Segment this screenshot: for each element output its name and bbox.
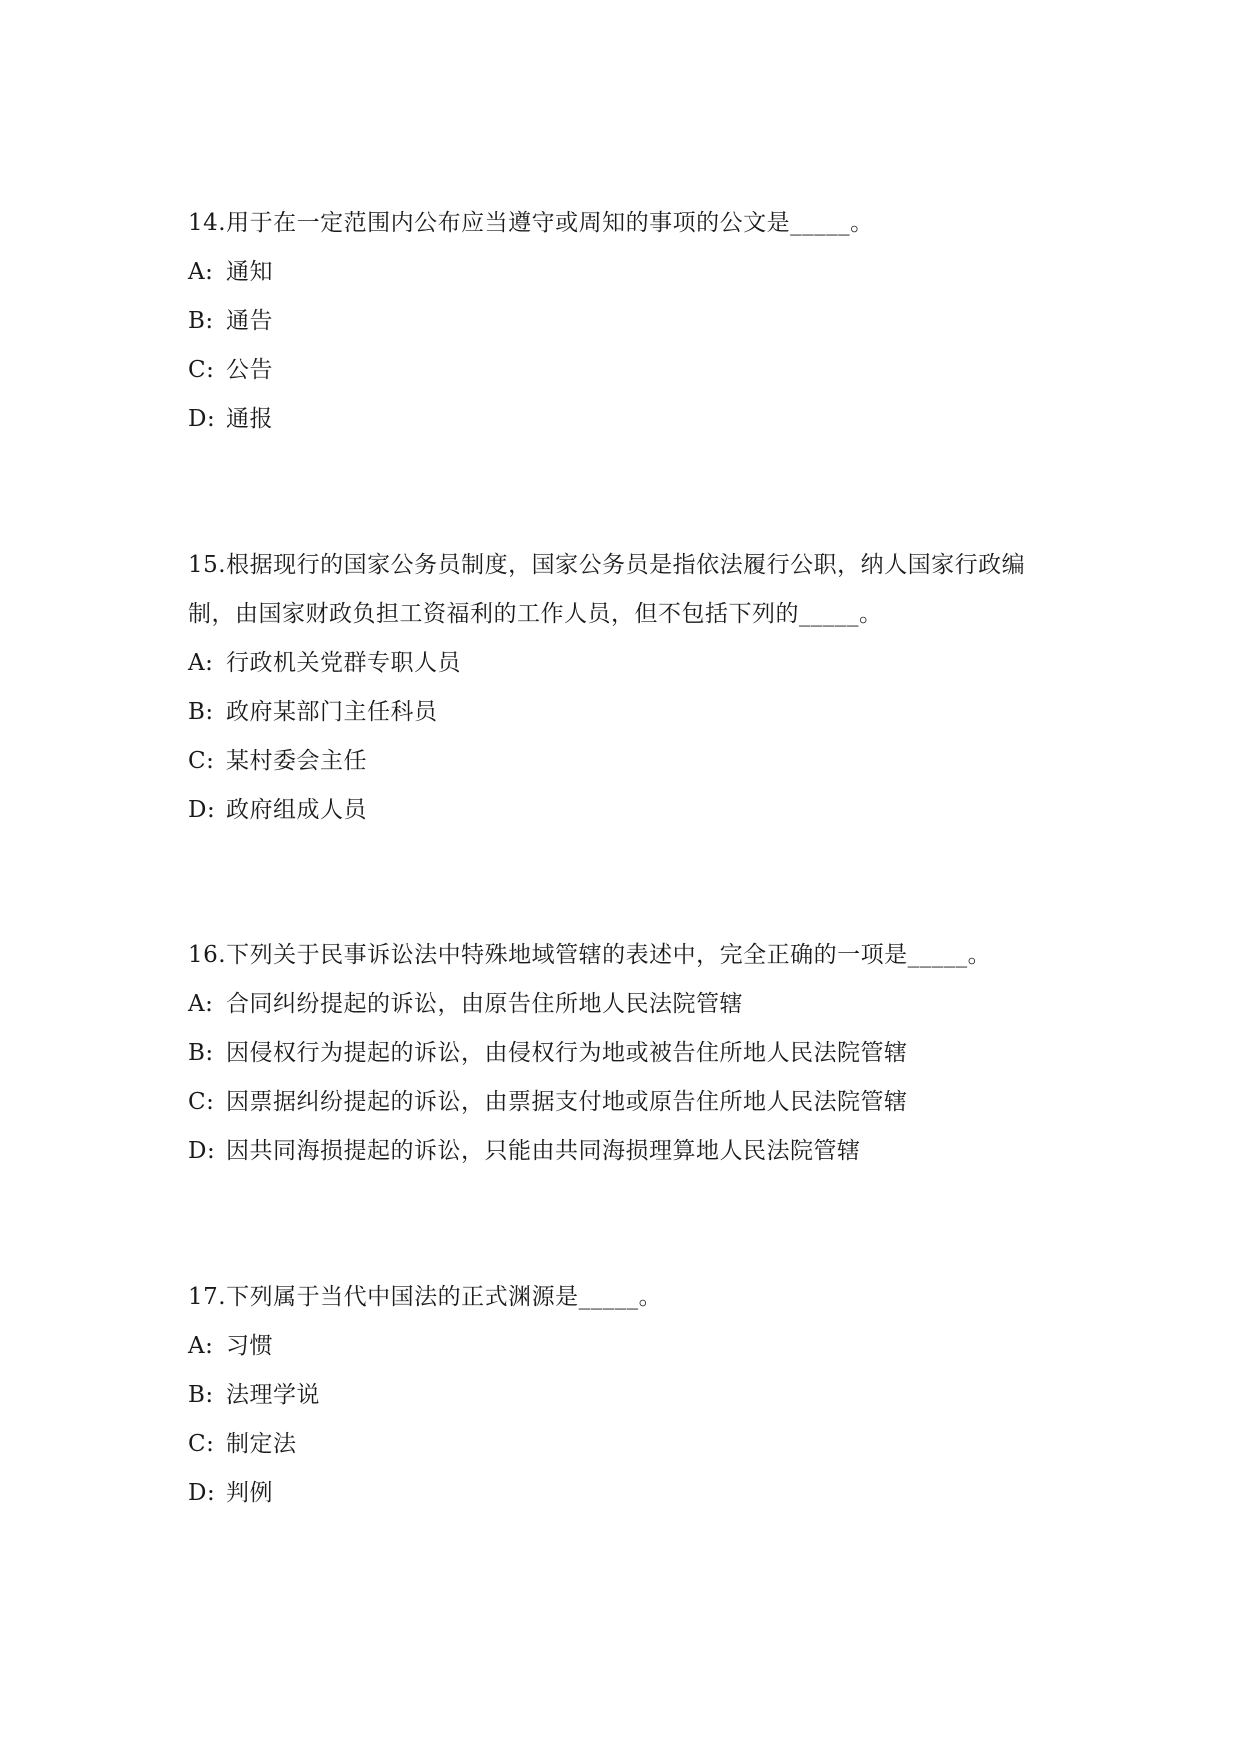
option-key: C: <box>188 748 215 774</box>
option-text: 习惯 <box>226 1333 273 1359</box>
option-c <box>188 1420 1068 1469</box>
option-key: D: <box>188 1480 216 1506</box>
option-text: 政府某部门主任科员 <box>226 699 438 725</box>
option-a <box>188 248 1068 297</box>
option-key: A: <box>188 1333 214 1359</box>
option-text: 通报 <box>226 406 273 432</box>
option-text: 某村委会主任 <box>226 748 367 774</box>
option-key: D: <box>188 1138 216 1164</box>
option-c <box>188 346 1068 395</box>
question-14 <box>188 199 1068 444</box>
option-list <box>188 639 1068 835</box>
option-text: 政府组成人员 <box>226 797 367 823</box>
option-d <box>188 786 1068 835</box>
option-b <box>188 688 1068 737</box>
option-key: C: <box>188 1089 215 1115</box>
option-key: B: <box>188 308 214 334</box>
option-text: 通告 <box>226 308 273 334</box>
option-key: B: <box>188 1040 214 1066</box>
option-text: 行政机关党群专职人员 <box>226 650 461 676</box>
option-text: 合同纠纷提起的诉讼，由原告住所地人民法院管辖 <box>226 991 743 1017</box>
option-d <box>188 1469 1068 1518</box>
option-list <box>188 1322 1068 1518</box>
option-list <box>188 980 1068 1176</box>
option-text: 因共同海损提起的诉讼，只能由共同海损理算地人民法院管辖 <box>226 1138 861 1164</box>
option-text: 公告 <box>226 357 273 383</box>
option-text: 制定法 <box>226 1431 297 1457</box>
option-c <box>188 1078 1068 1127</box>
option-key: D: <box>188 406 216 432</box>
option-a <box>188 639 1068 688</box>
question-17 <box>188 1273 1068 1518</box>
option-key: D: <box>188 797 216 823</box>
option-key: A: <box>188 650 214 676</box>
question-stem: 17.下列属于当代中国法的正式渊源是_____。 <box>188 1284 663 1310</box>
option-key: A: <box>188 259 214 285</box>
option-key: C: <box>188 357 215 383</box>
option-c <box>188 737 1068 786</box>
option-text: 通知 <box>226 259 273 285</box>
option-key: A: <box>188 991 214 1017</box>
option-d <box>188 395 1068 444</box>
question-stem: 14.用于在一定范围内公布应当遵守或周知的事项的公文是_____。 <box>188 210 874 236</box>
option-b <box>188 1029 1068 1078</box>
option-text: 因侵权行为提起的诉讼，由侵权行为地或被告住所地人民法院管辖 <box>226 1040 908 1066</box>
option-text: 法理学说 <box>226 1382 320 1408</box>
option-a <box>188 980 1068 1029</box>
question-15 <box>188 541 1068 835</box>
question-16 <box>188 931 1068 1176</box>
option-list <box>188 248 1068 444</box>
question-stem: 15.根据现行的国家公务员制度，国家公务员是指依法履行公职，纳人国家行政编制，由国家财政负担工资福利的工作人员，但不包括下列的_____。 <box>188 552 1026 627</box>
option-a <box>188 1322 1068 1371</box>
option-b <box>188 1371 1068 1420</box>
option-text: 因票据纠纷提起的诉讼，由票据支付地或原告住所地人民法院管辖 <box>226 1089 908 1115</box>
option-d <box>188 1127 1068 1176</box>
option-b <box>188 297 1068 346</box>
option-key: B: <box>188 699 214 725</box>
option-key: C: <box>188 1431 215 1457</box>
option-text: 判例 <box>226 1480 273 1506</box>
option-key: B: <box>188 1382 214 1408</box>
question-stem: 16.下列关于民事诉讼法中特殊地域管辖的表述中，完全正确的一项是_____。 <box>188 942 992 968</box>
